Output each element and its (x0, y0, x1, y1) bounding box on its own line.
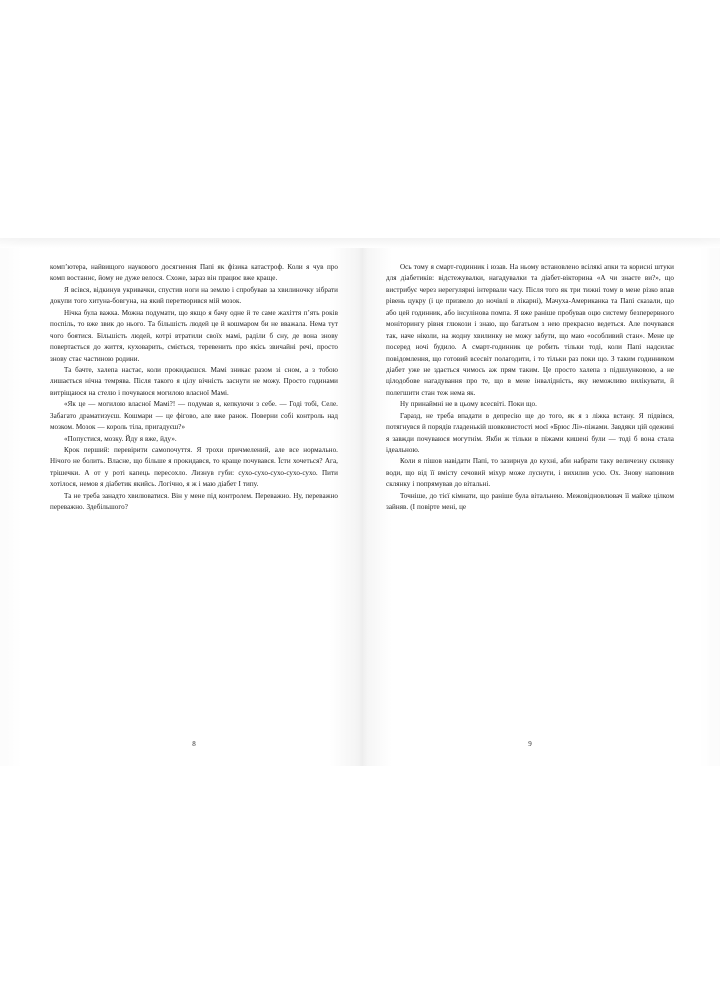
paragraph: Ось тому я смарт-годинник і юзав. На ньому встановлено всілякі апки та корисні штуки для діабетиків: відстежувалки, нагадувалки та діабет-вікторина «А чи знаєте ви?», що вистрибує через нерегулярні інтервали часу. Після того як три тижні тому в мене різко впав рівень цукру (і це призвело до ночівлі в лікарні), Мачуха-Американка та Папі сказали, що або цей годинник, або інсулінова помпа. Я вже раніше пробував оцю систему безперервного моніторингу рівня глюкози і знаю, що багатьом з нею прекрасно ведеться. Але почувався так, наче ніколи, на жодну хвилинку не можу забути, що маю «особливий стан». Мене це посеред ночі будило. А смарт-годинник це робить тільки тоді, коли Папі надсилає повідомлення, що готовий всесвіт полагодити, і то тільки раз поки що. З таким годинником діабет уже не здається чимось аж прям таким. Це просто халепа з підшлунковою, а не цілодобове нагадування про те, що в мене інвалідність, яку неможливо вилікувати, й полегшити стан теж нема як. (386, 263, 674, 397)
paper-top-edge (0, 238, 720, 248)
paragraph: «Попустися, мозку. Йду я вже, йду». (64, 434, 177, 443)
paragraph: Я всівся, відкинув укривачки, спустив ноги на землю і спробував за хвилиночку зібрати докупи того хитуна-бовгуна, на який перетворився мій мозок. (50, 285, 338, 306)
page-right (386, 262, 674, 762)
paragraph: Та не треба занадто хвилюватися. Він у мене під контролем. Переважно. Ну, переважно переважно. Здебільшого? (50, 491, 338, 512)
page-right-textblock (386, 262, 674, 514)
paragraph: Нічка була важка. Можна подумати, що якщо я бачу одне й те саме жахіття п’ять років поспіль, то вже звик до нього. Та більшість людей це й кошмаром би не вважала. Нема тут чого боятися. Більшість людей, котрі втратили своїх мамі, раділи б сну, де вона знову повертається до життя, куховарить, сміється, теревенить про якісь звичайні речі, просто знову стає частиною родини. (50, 308, 338, 363)
page-left-textblock (50, 262, 338, 514)
paragraph: Коли я пішов навідати Папі, то зазирнув до кухні, аби набрати таку величезну склянку води, що від її вмісту сечовий міхур може луснути, і вихилив усю. Ох. Знову наповнив склянку і попрямував до вітальні. (386, 457, 674, 489)
paragraph: «Як це — могилою власної Мамі?! — подумав я, кепкуючи з себе. — Годі тобі, Селе. Забагато драматизуєш. Кошмари — це фігово, але вже ранок. Поверни собі контроль над мозком. Мозок — король тіла, пригадуєш?» (50, 400, 338, 432)
paragraph: Гаразд, не треба впадати в депресію ще до того, як я з ліжка встану. Я підвівся, потягнувся й порядів гладенькій шовковистості моєї «Брюс Лі»-піжами. Завдяки цій одежині я завжди почуваюся могутнім. Якби ж тільки в піжами кишені були — тоді б вона стала ідеальною. (386, 411, 674, 454)
page-number-right: 9 (528, 740, 532, 748)
paragraph: Крок перший: перевірити самопочуття. Я трохи причмелений, але все нормально. Нічого не болить. Власне, що більше я прокидався, то краще почувався. Їсти хочеться? Ага, трішечки. А от у роті капець пересохло. Лизнув губи: сухо-сухо-сухо-сухо-сухо. Пити хотілося, немов я діабетик якийсь. Логічно, я ж і маю діабет І типу. (50, 446, 338, 489)
paragraph: Ну принаймні не в цьому всесвіті. Поки що. (400, 400, 537, 409)
paragraph: Точніше, до тієї кімнати, що раніше була вітальнею. Межовідновлювач її майже цілком зайняв. (І повірте мені, це (386, 491, 674, 512)
page-left (50, 262, 338, 762)
paragraph: Та бачте, халепа настає, коли прокидаєшся. Мамі зникає разом зі сном, а з тобою лишається нічна темрява. Після такого я цілу вічність заснути не можу. Просто годинами витріщаюся на стелю і почуваюся могилою власної Мамі. (50, 365, 338, 397)
page-number-left: 8 (192, 740, 196, 748)
paragraph: комп’ютера, найвищого наукового досягнення Папі як фізика катастроф. Коли я чув про комп востаннє, йому не дуже велося. Схоже, зараз він працює вже краще. (50, 263, 338, 283)
